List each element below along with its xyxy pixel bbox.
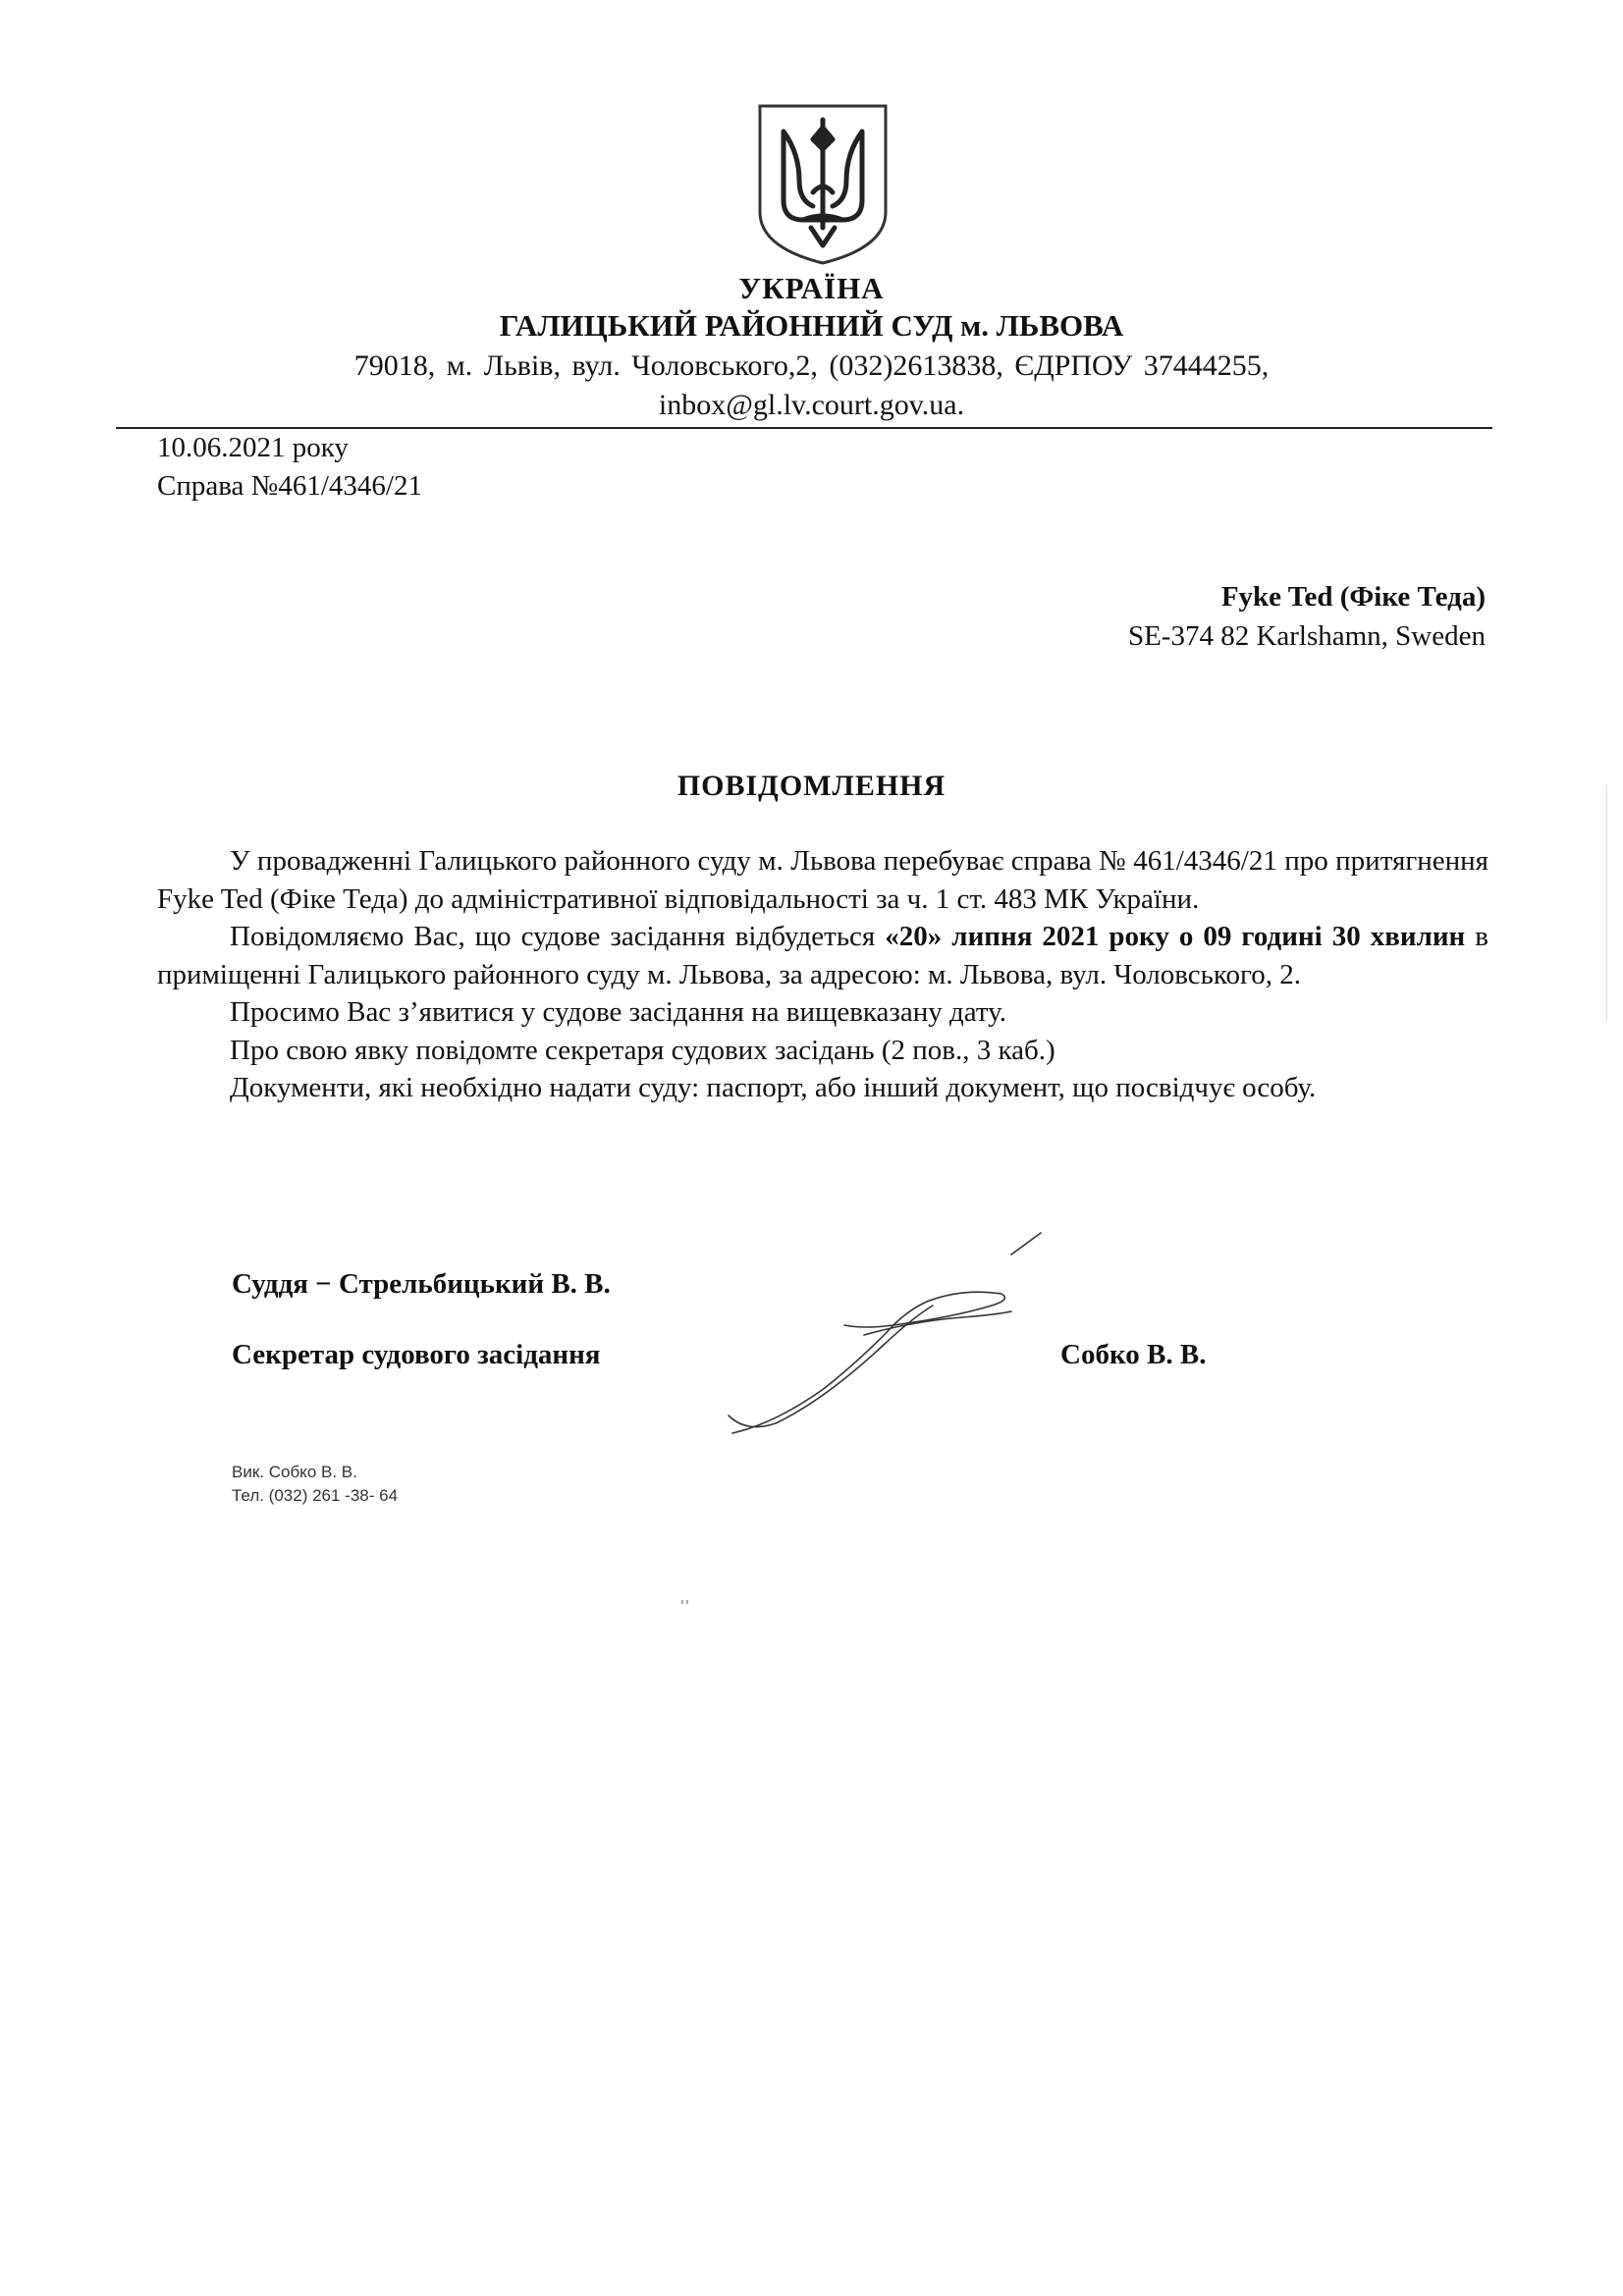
court-email: inbox@gl.lv.court.gov.ua. (658, 389, 965, 421)
recipient-address: SE-374 82 Karlshamn, Sweden (1127, 620, 1486, 652)
executor-name: Вик. Собко В. В. (232, 1463, 357, 1481)
document-date: 10.06.2021 року (157, 432, 349, 463)
executor-phone: Тел. (032) 261 -38- 64 (232, 1486, 399, 1505)
paragraph-documents: Документи, які необхідно надати суду: паспорт, або інший документ, що посвідчує особу. (230, 1072, 1317, 1103)
recipient-name: Fyke Ted (Фіке Теда) (1220, 581, 1486, 613)
country-heading: УКРАЇНА (738, 271, 885, 305)
paragraph-request: Просимо Вас з’явитися у судове засідання на вищевказану дату. (230, 996, 1007, 1028)
header-divider (116, 427, 1492, 429)
court-name-heading: ГАЛИЦЬКИЙ РАЙОННИЙ СУД м. ЛЬВОВА (499, 308, 1124, 343)
paragraph-hearing-date (157, 918, 1488, 993)
paragraph-proceedings: У провадженні Галицького районного суду м. Львова перебуває справа № 461/4346/21 про притягнення Fyke Ted (Фіке Теда) до адміністративної відповідальності за ч. 1 ст. 483 МК України. (157, 845, 1488, 915)
trident-emblem-icon (756, 102, 890, 267)
scan-edge-artifact (1606, 785, 1607, 1021)
document-title: ПОВІДОМЛЕННЯ (676, 770, 947, 802)
hearing-text-start: Повідомляємо Вас, що судове засідання відбудеться (230, 921, 886, 952)
hearing-text-end: в приміщенні Галицького районного суду м. Львова, за адресою: м. Львова, вул. Чоловського, 2. (157, 921, 1488, 990)
secretary-name: Собко В. В. (1060, 1339, 1207, 1370)
court-address: 79018, м. Львів, вул. Чоловського,2, (032)2613838, ЄДРПОУ 37444255, (353, 349, 1270, 382)
handwritten-signature-icon (717, 1227, 1051, 1453)
scan-artifact (681, 1600, 683, 1604)
case-number: Справа №461/4346/21 (157, 470, 422, 502)
judge-signature-line: Суддя − Стрельбицький В. В. (232, 1268, 611, 1300)
hearing-datetime: «20» липня 2021 року о 09 годині 30 хвилин (885, 921, 1466, 952)
paragraph-notify: Про свою явку повідомте секретаря судових засідань (2 пов., 3 каб.) (230, 1034, 1055, 1066)
secretary-label: Секретар судового засідання (232, 1339, 601, 1370)
notice-body (157, 842, 1488, 1107)
scan-artifact (686, 1600, 688, 1604)
